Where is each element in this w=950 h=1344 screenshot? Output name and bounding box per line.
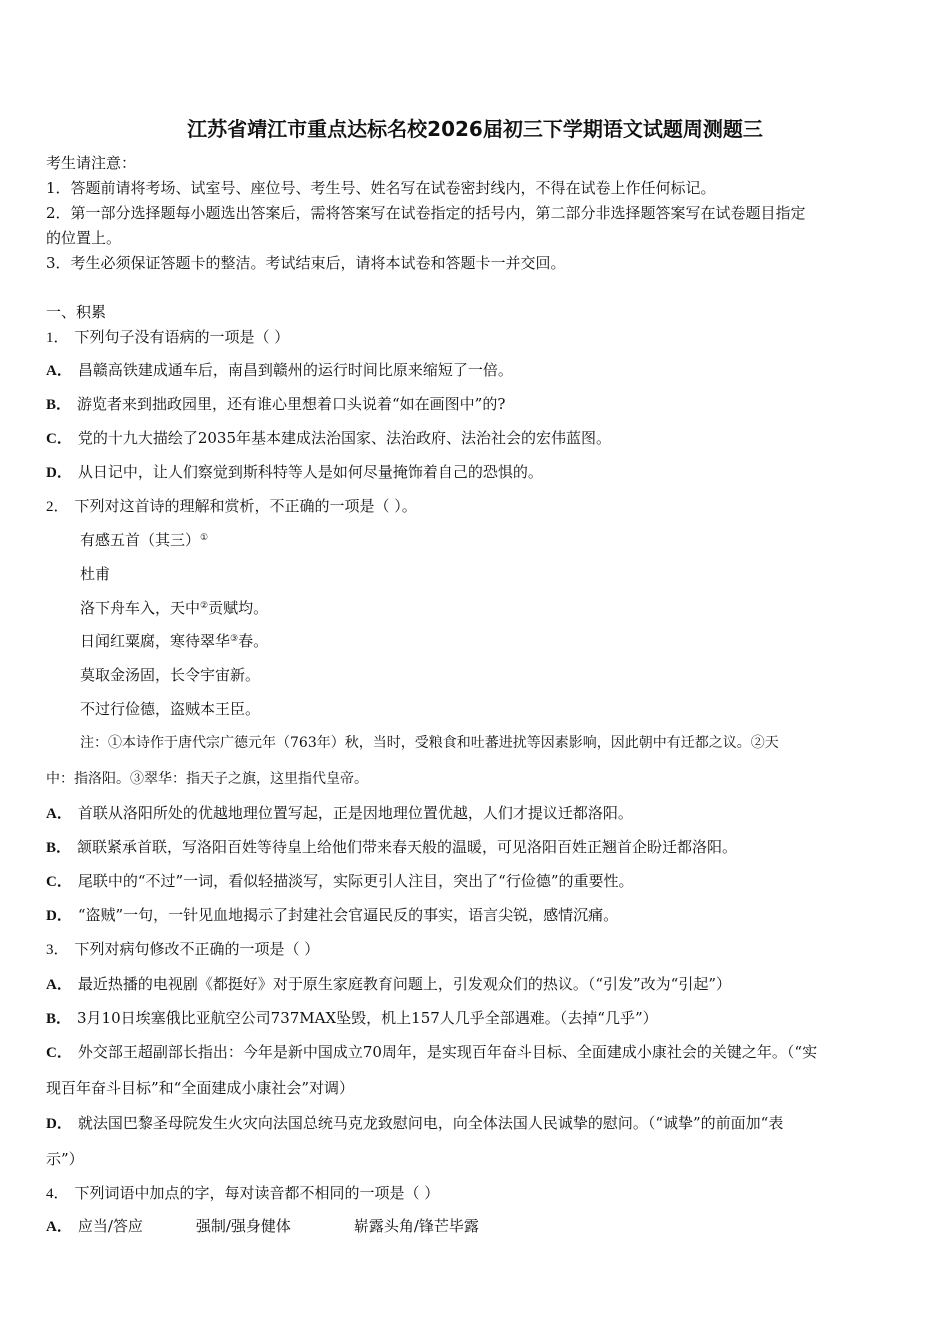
question-number: 2． [46, 499, 69, 515]
footnote-mark: ③ [230, 634, 239, 644]
option-text: 党的十九大描绘了2035年基本建成法治国家、法治政府、法治社会的宏伟蓝图。 [77, 429, 612, 447]
q2-option-a [46, 803, 906, 824]
option-text: 游览者来到拙政园里，还有谁心里想着口头说着“如在画图中”的? [77, 395, 506, 413]
option-letter: A． [46, 1219, 72, 1235]
question-2-stem [46, 496, 906, 517]
question-1-stem [46, 327, 906, 348]
poem-text: 洛下舟车入，天中 [80, 599, 201, 617]
option-text: 首联从洛阳所处的优越地理位置写起，正是因地理位置优越，人们才提议迁都洛阳。 [77, 804, 633, 822]
option-text: 颔联紧承首联，写洛阳百姓等待皇上给他们带来春天般的温暖，可见洛阳百姓正翘首企盼迁都洛阳。 [77, 838, 738, 856]
q1-option-d [46, 462, 906, 483]
notice-item: 2．第一部分选择题每小题选出答案后，需将答案写在试卷指定的括号内，第二部分非选择题答案写在试卷题目指定 [46, 204, 806, 222]
poem-note: 注：①本诗作于唐代宗广德元年（763年）秋，当时，受粮食和吐蕃进扰等因素影响，因此朝中有迁都之议。②天 [80, 735, 779, 751]
option-text: 3月10日埃塞俄比亚航空公司737MAX坠毁，机上157人几乎全部遇难。（去掉“几乎”） [77, 1009, 658, 1027]
option-letter: A． [46, 977, 72, 993]
q3-option-c [46, 1042, 906, 1063]
question-number: 4． [46, 1186, 69, 1202]
page-title: 江苏省靖江市重点达标名校2026届初三下学期语文试题周测题三 [187, 117, 763, 141]
word-pair: 应当/答应 [77, 1217, 143, 1235]
option-text: “盗贼”一句，一针见血地揭示了封建社会官逼民反的事实，语言尖锐，感情沉痛。 [77, 906, 619, 924]
footnote-mark: ② [200, 601, 209, 611]
poem-line-3: 莫取金汤固，长令宇宙新。 [80, 666, 261, 684]
q2-option-b [46, 837, 906, 858]
option-letter: B． [46, 840, 72, 856]
poem-title-text: 有感五首（其三） [80, 531, 201, 549]
q3-option-d [46, 1113, 906, 1134]
option-text: 尾联中的“不过”一词，看似轻描淡写，实际更引人注目，突出了“行俭德”的重要性。 [77, 872, 634, 890]
word-pair: 强制/强身健体 [195, 1217, 291, 1235]
footnote-mark: ① [200, 533, 209, 543]
option-letter: A． [46, 363, 72, 379]
notice-item: 1．答题前请将考场、试室号、座位号、考生号、姓名写在试卷密封线内，不得在试卷上作任何标记。 [46, 179, 716, 197]
q3-option-b [46, 1008, 906, 1029]
poem-line-1 [80, 598, 940, 618]
option-letter: D． [46, 465, 72, 481]
notice-item: 3．考生必须保证答题卡的整洁。考试结束后，请将本试卷和答题卡一并交回。 [46, 254, 566, 272]
option-letter: C． [46, 1045, 72, 1061]
notice-item: 的位置上。 [46, 229, 122, 247]
poem-note: 中：指洛阳。③翠华：指天子之旗，这里指代皇帝。 [46, 771, 368, 787]
word-pair: 崭露头角/锋芒毕露 [353, 1217, 479, 1235]
q1-option-a [46, 360, 906, 381]
poem-text: 贡赋均。 [208, 599, 269, 617]
section-heading: 一、积累 [46, 303, 107, 321]
option-letter: D． [46, 1116, 72, 1132]
question-3-stem [46, 939, 906, 960]
option-text: 昌赣高铁建成通车后，南昌到赣州的运行时间比原来缩短了一倍。 [77, 361, 513, 379]
question-text: 下列对病句修改不正确的一项是（ ） [74, 940, 320, 958]
q3-option-d-continued: 示”） [46, 1150, 84, 1168]
poem-author: 杜甫 [80, 565, 111, 583]
q2-option-d [46, 905, 906, 926]
poem-text: 春。 [238, 632, 269, 650]
question-4-stem [46, 1183, 906, 1204]
question-number: 3． [46, 942, 69, 958]
option-text: 最近热播的电视剧《都挺好》对于原生家庭教育问题上，引发观众们的热议。（“引发”改为“引起”） [77, 975, 732, 993]
poem-title [80, 530, 940, 550]
option-letter: A． [46, 806, 72, 822]
q3-option-c-continued: 现百年奋斗目标”和“全面建成小康社会”对调） [46, 1079, 355, 1097]
poem-text: 日闻红粟腐，寒待翠华 [80, 632, 231, 650]
q2-option-c [46, 871, 906, 892]
question-number: 1． [46, 330, 69, 346]
option-text: 外交部王超副部长指出：今年是新中国成立70周年，是实现百年奋斗目标、全面建成小康社会的关键之年。（“实 [77, 1043, 818, 1061]
q1-option-b [46, 394, 906, 415]
option-text: 从日记中，让人们察觉到斯科特等人是如何尽量掩饰着自己的恐惧的。 [77, 463, 543, 481]
option-letter: B． [46, 397, 72, 413]
q1-option-c [46, 428, 906, 449]
option-letter: C． [46, 874, 72, 890]
option-letter: D． [46, 908, 72, 924]
q3-option-a [46, 974, 906, 995]
notice-heading: 考生请注意： [46, 154, 137, 172]
option-text: 就法国巴黎圣母院发生火灾向法国总统马克龙致慰问电，向全体法国人民诚挚的慰问。（“诚挚”的前面加“表 [77, 1114, 784, 1132]
option-letter: C． [46, 431, 72, 447]
poem-line-2 [80, 631, 940, 651]
question-text: 下列句子没有语病的一项是（ ） [74, 328, 290, 346]
question-text: 下列对这首诗的理解和赏析，不正确的一项是（ ）。 [74, 497, 417, 515]
q4-option-a [46, 1216, 906, 1237]
option-letter: B． [46, 1011, 72, 1027]
question-text: 下列词语中加点的字，每对读音都不相同的一项是（ ） [74, 1184, 440, 1202]
poem-line-4: 不过行俭德，盗贼本王臣。 [80, 700, 261, 718]
